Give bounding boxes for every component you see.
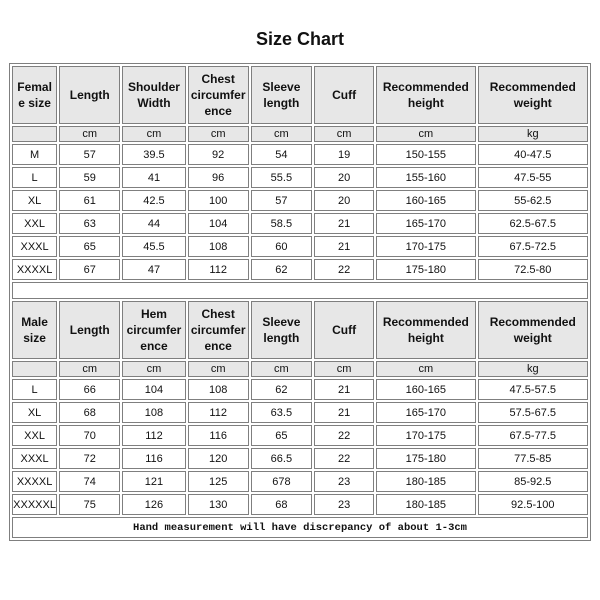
value-cell: 92 xyxy=(188,144,249,165)
value-cell: 104 xyxy=(122,379,185,400)
value-cell: 160-165 xyxy=(376,190,475,211)
value-cell: 45.5 xyxy=(122,236,185,257)
value-cell: 75 xyxy=(59,494,120,515)
female-data-row xyxy=(12,236,588,257)
value-cell: 104 xyxy=(188,213,249,234)
value-cell: 66.5 xyxy=(251,448,312,469)
value-cell: XXL xyxy=(12,213,57,234)
value-cell: 70 xyxy=(59,425,120,446)
value-cell: 57.5-67.5 xyxy=(478,402,588,423)
value-cell: 116 xyxy=(122,448,185,469)
column-header-cell: Cuff xyxy=(314,301,374,359)
male-size-section xyxy=(12,301,588,515)
value-cell: 47.5-55 xyxy=(478,167,588,188)
note-row xyxy=(12,517,588,538)
male-data-row xyxy=(12,494,588,515)
value-cell: 165-170 xyxy=(376,402,475,423)
value-cell: 23 xyxy=(314,471,374,492)
value-cell: XXXXL xyxy=(12,259,57,280)
value-cell: 108 xyxy=(188,236,249,257)
value-cell: 20 xyxy=(314,167,374,188)
value-cell: 22 xyxy=(314,259,374,280)
value-cell: 68 xyxy=(251,494,312,515)
value-cell: 39.5 xyxy=(122,144,185,165)
value-cell: 62 xyxy=(251,379,312,400)
unit-cell: cm xyxy=(59,361,120,377)
value-cell: XXXL xyxy=(12,448,57,469)
section-spacer xyxy=(12,282,588,299)
value-cell: 155-160 xyxy=(376,167,475,188)
female-data-row xyxy=(12,190,588,211)
value-cell: 165-170 xyxy=(376,213,475,234)
value-cell: 21 xyxy=(314,402,374,423)
male-data-row xyxy=(12,379,588,400)
column-header-cell: Female size xyxy=(12,66,57,124)
value-cell: 125 xyxy=(188,471,249,492)
value-cell: 72.5-80 xyxy=(478,259,588,280)
column-header-cell: Chest circumference xyxy=(188,66,249,124)
value-cell: 55-62.5 xyxy=(478,190,588,211)
value-cell: 44 xyxy=(122,213,185,234)
value-cell: 67.5-72.5 xyxy=(478,236,588,257)
column-header-cell: Recommended height xyxy=(376,301,475,359)
unit-cell xyxy=(12,126,57,142)
value-cell: 63.5 xyxy=(251,402,312,423)
value-cell: 112 xyxy=(188,402,249,423)
page-title: Size Chart xyxy=(255,29,345,49)
female-size-section xyxy=(12,66,588,280)
unit-cell: cm xyxy=(314,361,374,377)
male-units-row xyxy=(12,361,588,377)
value-cell: XXXXXL xyxy=(12,494,57,515)
value-cell: 23 xyxy=(314,494,374,515)
female-units-row xyxy=(12,126,588,142)
value-cell: 21 xyxy=(314,236,374,257)
value-cell: 47 xyxy=(122,259,185,280)
column-header-cell: Chest circumference xyxy=(188,301,249,359)
value-cell: 67.5-77.5 xyxy=(478,425,588,446)
value-cell: 63 xyxy=(59,213,120,234)
value-cell: 40-47.5 xyxy=(478,144,588,165)
value-cell: 47.5-57.5 xyxy=(478,379,588,400)
value-cell: 112 xyxy=(122,425,185,446)
value-cell: 41 xyxy=(122,167,185,188)
column-header-cell: Recommended weight xyxy=(478,66,588,124)
value-cell: 54 xyxy=(251,144,312,165)
value-cell: 180-185 xyxy=(376,494,475,515)
value-cell: L xyxy=(12,379,57,400)
value-cell: L xyxy=(12,167,57,188)
value-cell: 21 xyxy=(314,213,374,234)
value-cell: 130 xyxy=(188,494,249,515)
value-cell: 126 xyxy=(122,494,185,515)
unit-cell: cm xyxy=(59,126,120,142)
female-data-row xyxy=(12,144,588,165)
value-cell: XXXL xyxy=(12,236,57,257)
column-header-cell: Cuff xyxy=(314,66,374,124)
value-cell: 116 xyxy=(188,425,249,446)
value-cell: 100 xyxy=(188,190,249,211)
value-cell: 21 xyxy=(314,379,374,400)
female-data-row xyxy=(12,213,588,234)
value-cell: 59 xyxy=(59,167,120,188)
value-cell: 19 xyxy=(314,144,374,165)
column-header-cell: Shoulder Width xyxy=(122,66,185,124)
value-cell: 22 xyxy=(314,425,374,446)
unit-cell: kg xyxy=(478,361,588,377)
column-header-cell: Sleeve length xyxy=(251,66,312,124)
unit-cell: cm xyxy=(122,126,185,142)
value-cell: 57 xyxy=(251,190,312,211)
note-section xyxy=(12,517,588,538)
value-cell: 62 xyxy=(251,259,312,280)
column-header-cell: Length xyxy=(59,301,120,359)
value-cell: 175-180 xyxy=(376,259,475,280)
male-data-row xyxy=(12,471,588,492)
value-cell: 120 xyxy=(188,448,249,469)
spacer-cell xyxy=(12,282,588,299)
value-cell: 57 xyxy=(59,144,120,165)
value-cell: 112 xyxy=(188,259,249,280)
column-header-cell: Recommended height xyxy=(376,66,475,124)
column-header-cell: Length xyxy=(59,66,120,124)
unit-cell: cm xyxy=(251,126,312,142)
value-cell: XL xyxy=(12,402,57,423)
female-data-row xyxy=(12,167,588,188)
value-cell: 65 xyxy=(251,425,312,446)
value-cell: 170-175 xyxy=(376,236,475,257)
unit-cell: cm xyxy=(122,361,185,377)
female-header-row xyxy=(12,66,588,124)
female-data-row xyxy=(12,259,588,280)
male-header-row xyxy=(12,301,588,359)
value-cell: 67 xyxy=(59,259,120,280)
value-cell: 92.5-100 xyxy=(478,494,588,515)
value-cell: 180-185 xyxy=(376,471,475,492)
value-cell: 77.5-85 xyxy=(478,448,588,469)
value-cell: XL xyxy=(12,190,57,211)
value-cell: 61 xyxy=(59,190,120,211)
unit-cell: cm xyxy=(376,126,475,142)
value-cell: M xyxy=(12,144,57,165)
male-data-row xyxy=(12,425,588,446)
value-cell: 20 xyxy=(314,190,374,211)
value-cell: 68 xyxy=(59,402,120,423)
value-cell: 74 xyxy=(59,471,120,492)
unit-cell: cm xyxy=(188,126,249,142)
value-cell: 678 xyxy=(251,471,312,492)
unit-cell xyxy=(12,361,57,377)
column-header-cell: Sleeve length xyxy=(251,301,312,359)
value-cell: 160-165 xyxy=(376,379,475,400)
unit-cell: cm xyxy=(314,126,374,142)
column-header-cell: Male size xyxy=(12,301,57,359)
spacer-row xyxy=(12,282,588,299)
value-cell: 108 xyxy=(188,379,249,400)
male-data-row xyxy=(12,402,588,423)
size-chart-table xyxy=(9,63,591,541)
unit-cell: cm xyxy=(251,361,312,377)
unit-cell: kg xyxy=(478,126,588,142)
measurement-note: Hand measurement will have discrepancy of about 1-3cm xyxy=(12,517,588,538)
value-cell: 170-175 xyxy=(376,425,475,446)
value-cell: 65 xyxy=(59,236,120,257)
male-data-row xyxy=(12,448,588,469)
value-cell: 66 xyxy=(59,379,120,400)
value-cell: 175-180 xyxy=(376,448,475,469)
value-cell: 96 xyxy=(188,167,249,188)
value-cell: 60 xyxy=(251,236,312,257)
value-cell: 150-155 xyxy=(376,144,475,165)
value-cell: 108 xyxy=(122,402,185,423)
column-header-cell: Recommended weight xyxy=(478,301,588,359)
unit-cell: cm xyxy=(188,361,249,377)
value-cell: XXXXL xyxy=(12,471,57,492)
value-cell: 22 xyxy=(314,448,374,469)
value-cell: 85-92.5 xyxy=(478,471,588,492)
column-header-cell: Hem circumference xyxy=(122,301,185,359)
value-cell: 58.5 xyxy=(251,213,312,234)
value-cell: XXL xyxy=(12,425,57,446)
value-cell: 62.5-67.5 xyxy=(478,213,588,234)
value-cell: 55.5 xyxy=(251,167,312,188)
unit-cell: cm xyxy=(376,361,475,377)
value-cell: 121 xyxy=(122,471,185,492)
value-cell: 42.5 xyxy=(122,190,185,211)
value-cell: 72 xyxy=(59,448,120,469)
